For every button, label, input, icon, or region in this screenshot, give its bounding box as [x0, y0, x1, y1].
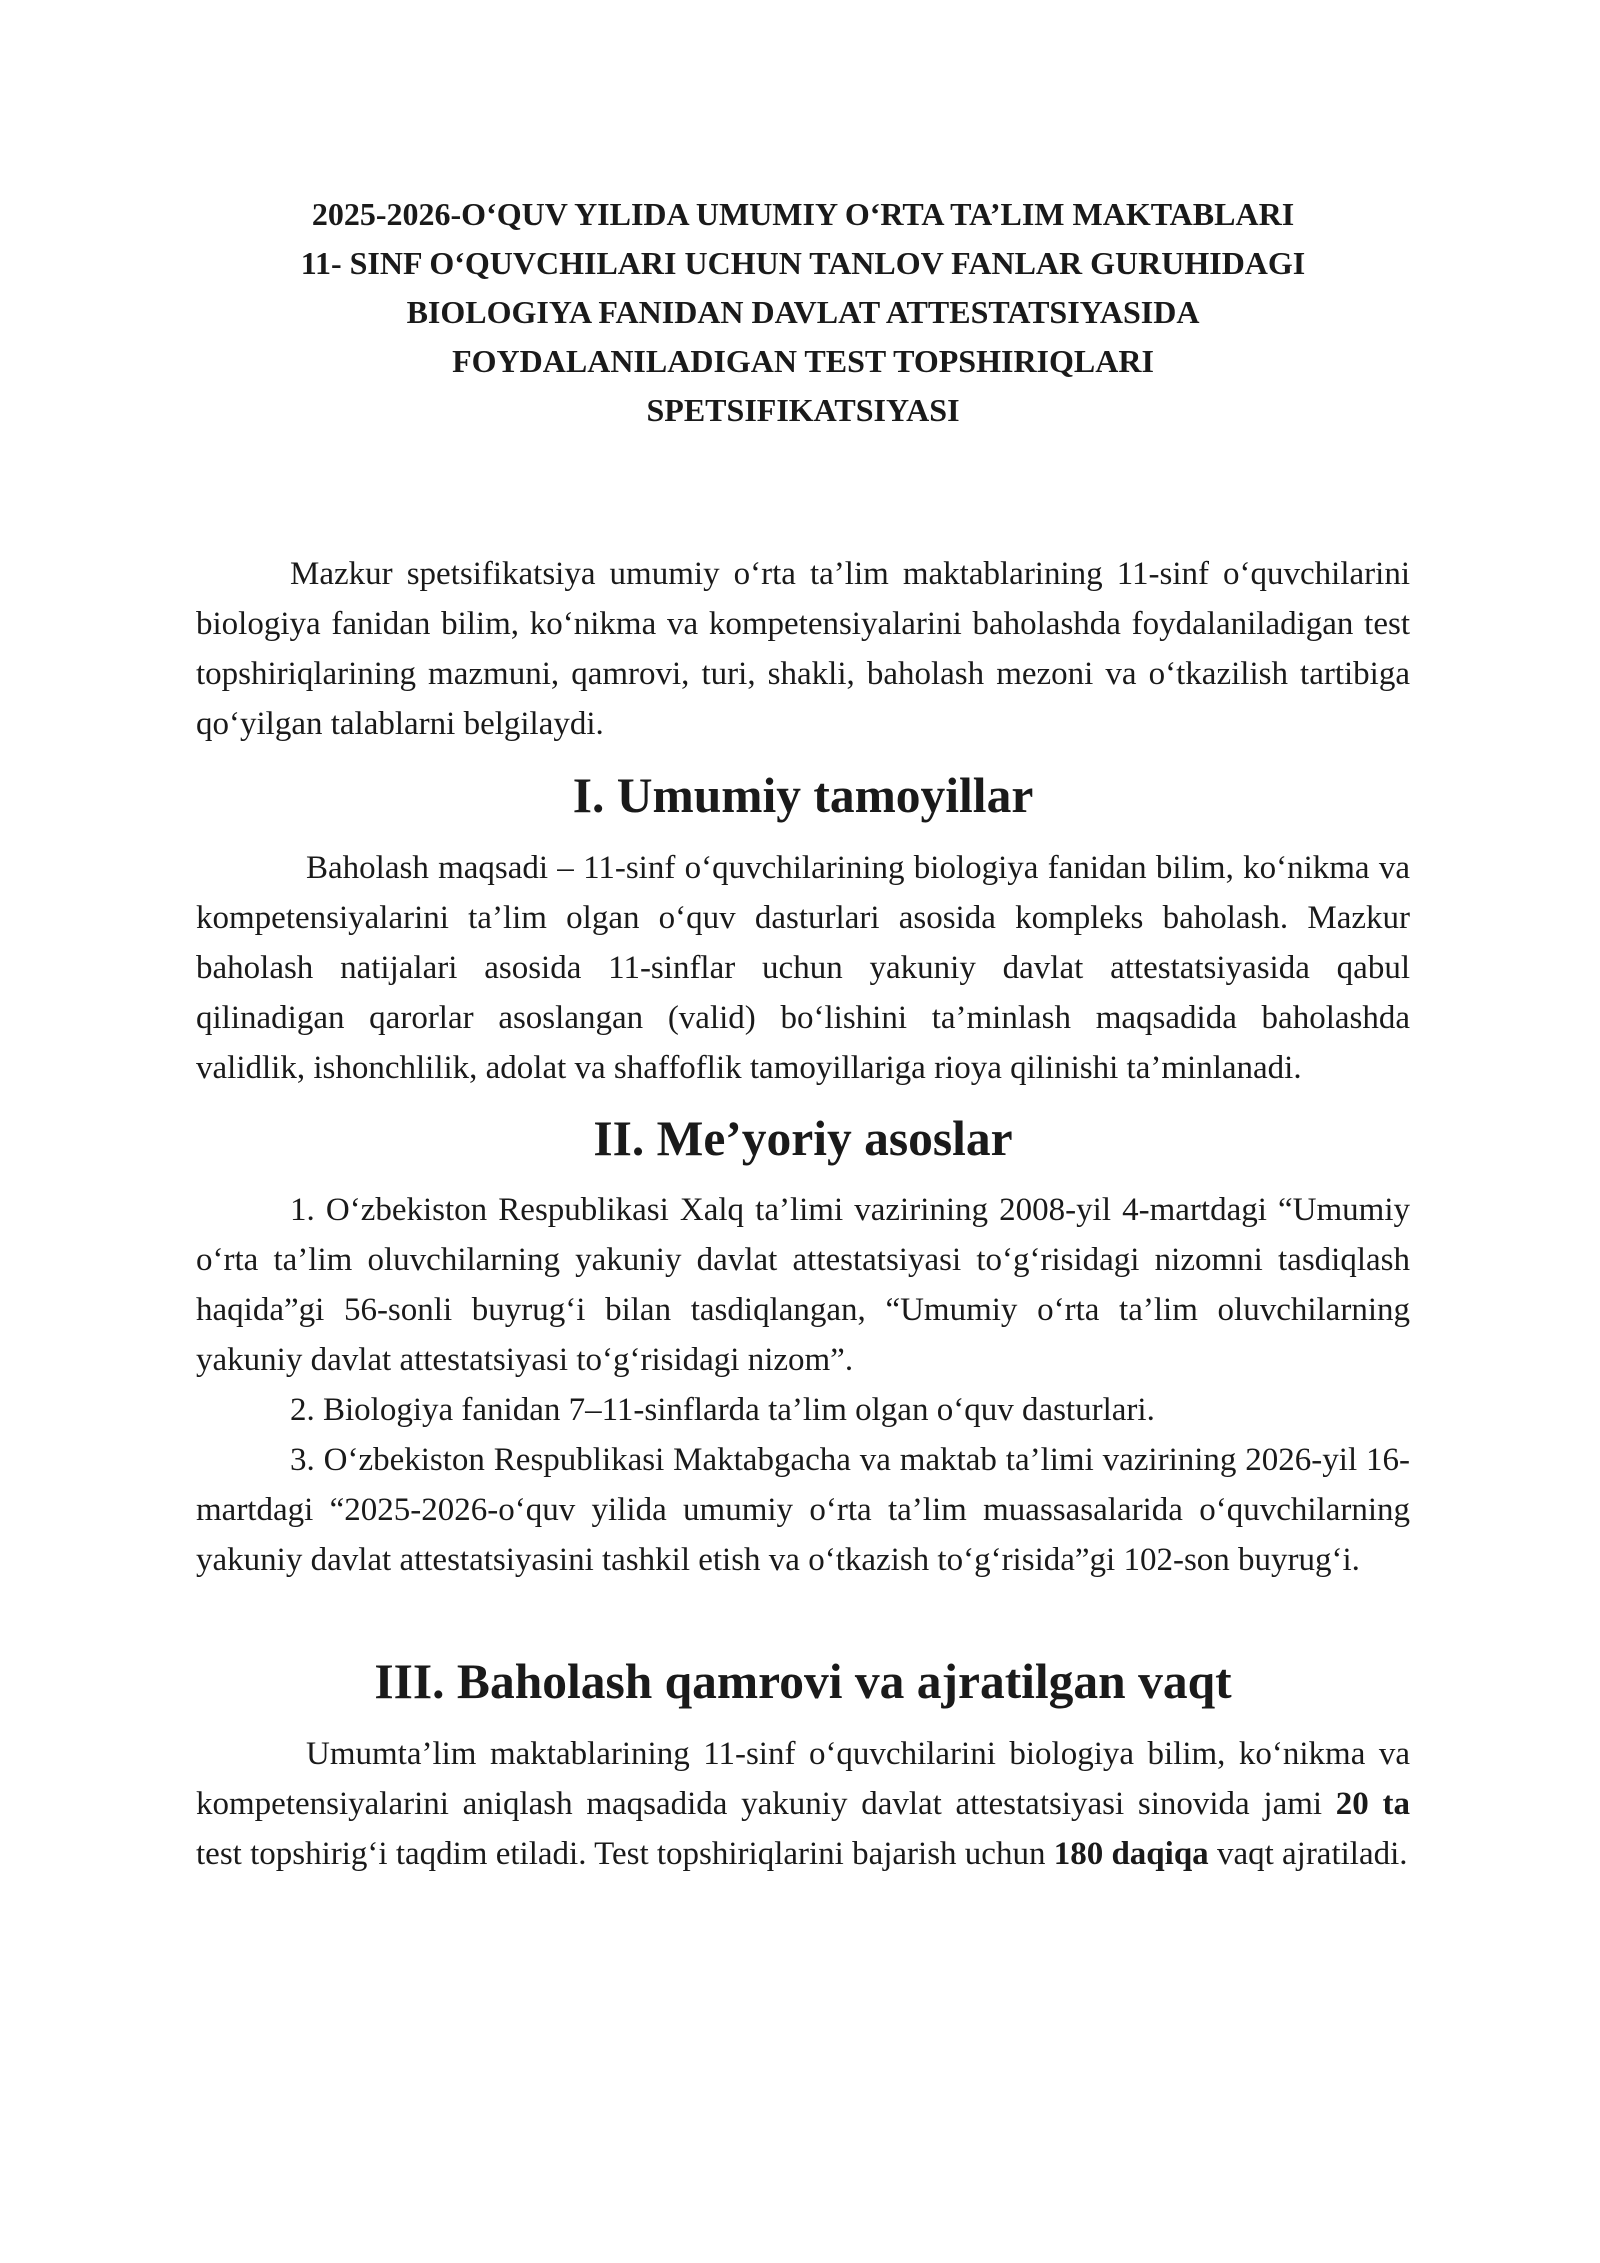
scope-text: test topshirig‘i taqdim etiladi. Test topshiriqlarini bajarish uchun: [196, 1836, 1054, 1872]
section-heading-principles: I. Umumiy tamoyillar: [572, 768, 1034, 823]
title-line: FOYDALANILADIGAN TEST TOPSHIRIQLARI: [452, 343, 1154, 379]
title-line: 2025-2026-O‘QUV YILIDA UMUMIY O‘RTA TA’LIM MAKTABLARI: [311, 196, 1295, 232]
principles-paragraph: Baholash maqsadi – 11-sinf o‘quvchilarining biologiya fanidan bilim, ko‘nikma va kompetensiyalarini ta’lim olgan o‘quv dasturlari asosida kompleks baholash. Mazkur baholash natijalari asosida 11-sinflar uchun yakuniy davlat attestatsiyasida qabul qilinadigan qarorlar asoslangan (valid) bo‘lishini ta’minlash maqsadida baholashda validlik, ishonchlilik, adolat va shaffoflik tamoyillariga rioya qilinishi ta’minlanadi.: [196, 850, 1410, 1086]
section-heading-scope: III. Baholash qamrovi va ajratilgan vaqt: [374, 1654, 1232, 1709]
document-title: [196, 190, 1410, 435]
title-line: BIOLOGIYA FANIDAN DAVLAT ATTESTATSIYASIDA: [406, 294, 1200, 330]
intro-paragraph: Mazkur spetsifikatsiya umumiy o‘rta ta’lim maktablarining 11-sinf o‘quvchilarini biologiya fanidan bilim, ko‘nikma va kompetensiyalarini baholashda foydalaniladigan test topshiriqlarining mazmuni, qamrovi, turi, shakli, baholash mezoni va o‘tkazilish tartibiga qo‘yilgan talablarni belgilaydi.: [196, 556, 1410, 742]
scope-paragraph: [196, 1729, 1410, 1879]
time-allotted: 180 daqiqa: [1053, 1836, 1209, 1872]
scope-text: vaqt ajratiladi.: [1208, 1836, 1408, 1872]
normative-item: 2. Biologiya fanidan 7–11-sinflarda ta’lim olgan o‘quv dasturlari.: [290, 1392, 1155, 1428]
normative-item: 1. O‘zbekiston Respublikasi Xalq ta’limi vazirining 2008-yil 4-martdagi “Umumiy o‘rta ta’lim oluvchilarning yakuniy davlat attestatsiyasi to‘g‘risidagi nizomni tasdiqlash haqida”gi 56-sonli buyrug‘i bilan tasdiqlangan, “Umumiy o‘rta ta’lim oluvchilarning yakuniy davlat attestatsiyasi to‘g‘risidagi nizom”.: [196, 1192, 1410, 1378]
title-line: SPETSIFIKATSIYASI: [646, 392, 960, 428]
task-count: 20 ta: [1335, 1786, 1410, 1822]
normative-item: 3. O‘zbekiston Respublikasi Maktabgacha va maktab ta’limi vazirining 2026-yil 16-martdagi “2025-2026-o‘quv yilida umumiy o‘rta ta’lim muassasalarida o‘quvchilarning yakuniy davlat attestatsiyasini tashkil etish va o‘tkazish to‘g‘risida”gi 102-son buyrug‘i.: [196, 1442, 1410, 1578]
document-page: [196, 190, 1410, 1879]
section-heading-normative: II. Me’yoriy asoslar: [593, 1111, 1013, 1166]
title-line: 11- SINF O‘QUVCHILARI UCHUN TANLOV FANLAR GURUHIDAGI: [300, 245, 1306, 281]
scope-text: Umumta’lim maktablarining 11-sinf o‘quvchilarini biologiya bilim, ko‘nikma va kompetensiyalarini aniqlash maqsadida yakuniy davlat attestatsiyasi sinovida jami: [196, 1736, 1410, 1822]
